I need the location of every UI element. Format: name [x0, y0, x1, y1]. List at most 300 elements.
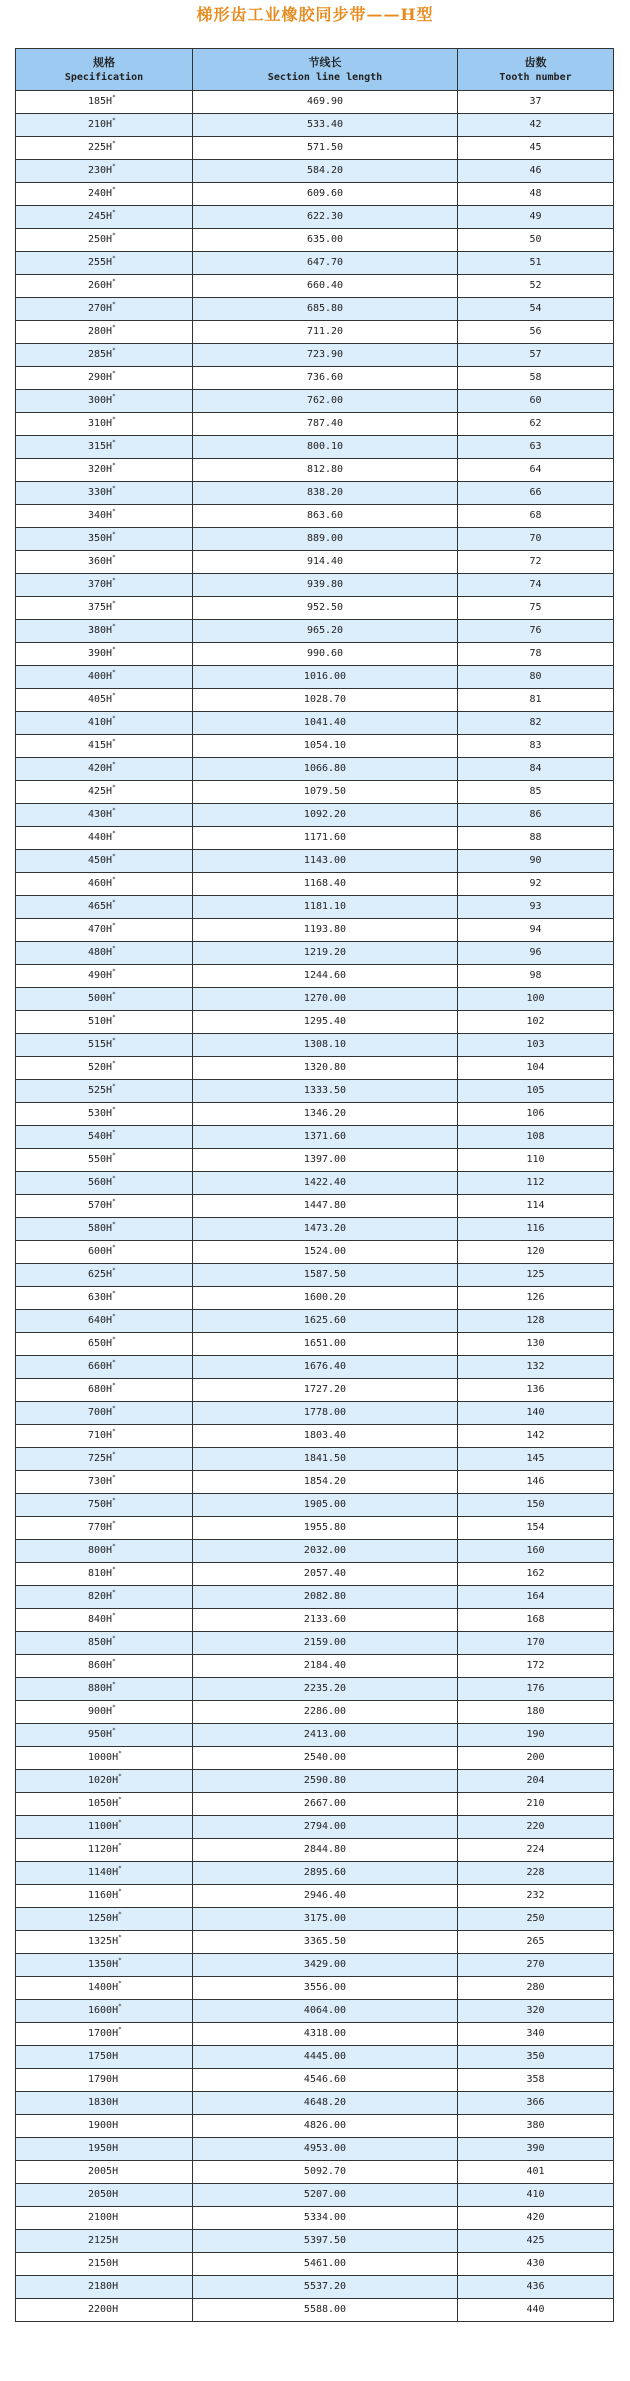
table-row — [16, 1034, 614, 1057]
length-cell: 838.20 — [193, 482, 458, 505]
spec-cell — [16, 919, 193, 942]
table-row — [16, 1701, 614, 1724]
table-row — [16, 1011, 614, 1034]
table-row — [16, 1425, 614, 1448]
spec-cell — [16, 367, 193, 390]
table-row — [16, 1264, 614, 1287]
spec-value: 280H — [88, 326, 113, 337]
spec-mark: * — [112, 876, 116, 883]
teeth-cell: 66 — [458, 482, 614, 505]
table-row — [16, 1540, 614, 1563]
spec-mark: * — [112, 1635, 116, 1642]
length-cell: 914.40 — [193, 551, 458, 574]
spec-cell — [16, 206, 193, 229]
table-row — [16, 1333, 614, 1356]
spec-value: 255H — [88, 257, 113, 268]
teeth-cell: 90 — [458, 850, 614, 873]
spec-value: 1900H — [88, 2120, 119, 2131]
length-cell: 1676.40 — [193, 1356, 458, 1379]
teeth-cell: 88 — [458, 827, 614, 850]
teeth-cell: 80 — [458, 666, 614, 689]
spec-mark: * — [112, 462, 116, 469]
spec-mark: * — [118, 1819, 122, 1826]
teeth-cell: 125 — [458, 1264, 614, 1287]
length-cell: 762.00 — [193, 390, 458, 413]
spec-cell — [16, 666, 193, 689]
spec-cell — [16, 1724, 193, 1747]
table-row — [16, 114, 614, 137]
spec-cell — [16, 551, 193, 574]
spec-value: 1000H — [88, 1752, 119, 1763]
spec-cell — [16, 252, 193, 275]
spec-value: 550H — [88, 1154, 113, 1165]
spec-mark: * — [112, 1014, 116, 1021]
teeth-cell: 68 — [458, 505, 614, 528]
spec-mark: * — [118, 1888, 122, 1895]
table-row — [16, 482, 614, 505]
spec-cell — [16, 1333, 193, 1356]
spec-cell — [16, 2023, 193, 2046]
length-cell: 2235.20 — [193, 1678, 458, 1701]
spec-mark: * — [112, 899, 116, 906]
spec-cell — [16, 712, 193, 735]
length-cell: 5588.00 — [193, 2299, 458, 2322]
teeth-cell: 42 — [458, 114, 614, 137]
table-row — [16, 758, 614, 781]
table-row — [16, 1172, 614, 1195]
table-row — [16, 1724, 614, 1747]
spec-cell — [16, 91, 193, 114]
table-row — [16, 1678, 614, 1701]
spec-cell — [16, 1701, 193, 1724]
table-row — [16, 413, 614, 436]
teeth-cell: 168 — [458, 1609, 614, 1632]
spec-value: 330H — [88, 487, 113, 498]
teeth-cell: 436 — [458, 2276, 614, 2299]
spec-value: 1350H — [88, 1959, 119, 1970]
length-cell: 711.20 — [193, 321, 458, 344]
teeth-cell: 110 — [458, 1149, 614, 1172]
header-specification-en: Specification — [64, 71, 144, 83]
teeth-cell: 380 — [458, 2115, 614, 2138]
teeth-cell: 105 — [458, 1080, 614, 1103]
length-cell: 1841.50 — [193, 1448, 458, 1471]
spec-value: 850H — [88, 1637, 113, 1648]
teeth-cell: 146 — [458, 1471, 614, 1494]
table-row — [16, 1862, 614, 1885]
length-cell: 2184.40 — [193, 1655, 458, 1678]
spec-mark: * — [112, 347, 116, 354]
spec-mark: * — [112, 1221, 116, 1228]
teeth-cell: 430 — [458, 2253, 614, 2276]
length-cell: 5397.50 — [193, 2230, 458, 2253]
table-row — [16, 827, 614, 850]
spec-value: 380H — [88, 625, 113, 636]
table-row — [16, 2184, 614, 2207]
table-row — [16, 2092, 614, 2115]
length-cell: 2590.80 — [193, 1770, 458, 1793]
teeth-cell: 340 — [458, 2023, 614, 2046]
table-row — [16, 1379, 614, 1402]
spec-cell — [16, 896, 193, 919]
spec-value: 400H — [88, 671, 113, 682]
length-cell: 1778.00 — [193, 1402, 458, 1425]
spec-mark: * — [112, 485, 116, 492]
length-cell: 1270.00 — [193, 988, 458, 1011]
length-cell: 5334.00 — [193, 2207, 458, 2230]
teeth-cell: 410 — [458, 2184, 614, 2207]
spec-mark: * — [112, 623, 116, 630]
spec-cell — [16, 2184, 193, 2207]
spec-cell — [16, 1149, 193, 1172]
length-cell: 736.60 — [193, 367, 458, 390]
length-cell: 1181.10 — [193, 896, 458, 919]
length-cell: 1308.10 — [193, 1034, 458, 1057]
spec-mark: * — [118, 1796, 122, 1803]
table-row — [16, 896, 614, 919]
spec-value: 1600H — [88, 2005, 119, 2016]
length-cell: 3365.50 — [193, 1931, 458, 1954]
table-row — [16, 1908, 614, 1931]
length-cell: 952.50 — [193, 597, 458, 620]
teeth-cell: 98 — [458, 965, 614, 988]
spec-value: 1830H — [88, 2097, 119, 2108]
spec-cell — [16, 321, 193, 344]
spec-value: 490H — [88, 970, 113, 981]
table-row — [16, 2253, 614, 2276]
length-cell: 1333.50 — [193, 1080, 458, 1103]
spec-cell — [16, 2092, 193, 2115]
spec-mark: * — [112, 1727, 116, 1734]
teeth-cell: 63 — [458, 436, 614, 459]
length-cell: 2895.60 — [193, 1862, 458, 1885]
length-cell: 1092.20 — [193, 804, 458, 827]
length-cell: 609.60 — [193, 183, 458, 206]
table-row — [16, 321, 614, 344]
spec-mark: * — [112, 301, 116, 308]
table-row — [16, 1310, 614, 1333]
spec-mark: * — [112, 738, 116, 745]
length-cell: 1803.40 — [193, 1425, 458, 1448]
spec-value: 1020H — [88, 1775, 119, 1786]
table-row — [16, 873, 614, 896]
spec-value: 290H — [88, 372, 113, 383]
teeth-cell: 75 — [458, 597, 614, 620]
spec-mark: * — [112, 1681, 116, 1688]
spec-value: 360H — [88, 556, 113, 567]
length-cell: 1171.60 — [193, 827, 458, 850]
length-cell: 660.40 — [193, 275, 458, 298]
spec-cell — [16, 2000, 193, 2023]
length-cell: 1905.00 — [193, 1494, 458, 1517]
length-cell: 5537.20 — [193, 2276, 458, 2299]
spec-value: 315H — [88, 441, 113, 452]
spec-cell — [16, 137, 193, 160]
table-row — [16, 1494, 614, 1517]
spec-cell — [16, 1448, 193, 1471]
teeth-cell: 83 — [458, 735, 614, 758]
teeth-cell: 48 — [458, 183, 614, 206]
table-row — [16, 1195, 614, 1218]
table-row — [16, 436, 614, 459]
table-row — [16, 1747, 614, 1770]
spec-cell — [16, 1517, 193, 1540]
spec-cell — [16, 758, 193, 781]
spec-cell — [16, 344, 193, 367]
spec-cell — [16, 2115, 193, 2138]
table-row — [16, 597, 614, 620]
spec-mark: * — [112, 1658, 116, 1665]
spec-cell — [16, 1264, 193, 1287]
teeth-cell: 94 — [458, 919, 614, 942]
table-row — [16, 1885, 614, 1908]
spec-value: 500H — [88, 993, 113, 1004]
teeth-cell: 102 — [458, 1011, 614, 1034]
teeth-cell: 128 — [458, 1310, 614, 1333]
spec-value: 1100H — [88, 1821, 119, 1832]
spec-mark: * — [112, 140, 116, 147]
length-cell: 4064.00 — [193, 2000, 458, 2023]
table-row — [16, 505, 614, 528]
teeth-cell: 86 — [458, 804, 614, 827]
teeth-cell: 358 — [458, 2069, 614, 2092]
spec-mark: * — [112, 1359, 116, 1366]
length-cell: 965.20 — [193, 620, 458, 643]
spec-cell — [16, 850, 193, 873]
teeth-cell: 265 — [458, 1931, 614, 1954]
length-cell: 4826.00 — [193, 2115, 458, 2138]
spec-mark: * — [118, 1934, 122, 1941]
length-cell: 1066.80 — [193, 758, 458, 781]
spec-value: 300H — [88, 395, 113, 406]
teeth-cell: 210 — [458, 1793, 614, 1816]
table-header — [16, 49, 614, 91]
table-row — [16, 1080, 614, 1103]
teeth-cell: 172 — [458, 1655, 614, 1678]
table-row — [16, 1448, 614, 1471]
spec-value: 430H — [88, 809, 113, 820]
spec-value: 840H — [88, 1614, 113, 1625]
header-specification-cn: 规格 — [93, 55, 115, 69]
table-row — [16, 1356, 614, 1379]
teeth-cell: 170 — [458, 1632, 614, 1655]
table-row — [16, 1632, 614, 1655]
spec-mark: * — [112, 186, 116, 193]
length-cell: 800.10 — [193, 436, 458, 459]
spec-value: 950H — [88, 1729, 113, 1740]
table-row — [16, 1563, 614, 1586]
spec-cell — [16, 1586, 193, 1609]
spec-value: 460H — [88, 878, 113, 889]
length-cell: 1295.40 — [193, 1011, 458, 1034]
length-cell: 1397.00 — [193, 1149, 458, 1172]
spec-mark: * — [112, 1566, 116, 1573]
table-row — [16, 206, 614, 229]
length-cell: 2159.00 — [193, 1632, 458, 1655]
spec-mark: * — [112, 1704, 116, 1711]
teeth-cell: 390 — [458, 2138, 614, 2161]
table-row — [16, 298, 614, 321]
spec-mark: * — [112, 1612, 116, 1619]
teeth-cell: 52 — [458, 275, 614, 298]
spec-cell — [16, 436, 193, 459]
spec-cell — [16, 1908, 193, 1931]
spec-mark: * — [112, 255, 116, 262]
spec-mark: * — [118, 1750, 122, 1757]
length-cell: 1041.40 — [193, 712, 458, 735]
spec-value: 375H — [88, 602, 113, 613]
spec-value: 810H — [88, 1568, 113, 1579]
length-cell: 584.20 — [193, 160, 458, 183]
spec-mark: * — [118, 1980, 122, 1987]
spec-value: 1250H — [88, 1913, 119, 1924]
teeth-cell: 425 — [458, 2230, 614, 2253]
spec-value: 860H — [88, 1660, 113, 1671]
table-row — [16, 2069, 614, 2092]
table-row — [16, 229, 614, 252]
spec-value: 710H — [88, 1430, 113, 1441]
spec-mark: * — [112, 278, 116, 285]
teeth-cell: 440 — [458, 2299, 614, 2322]
table-row — [16, 137, 614, 160]
table-row — [16, 160, 614, 183]
length-cell: 1447.80 — [193, 1195, 458, 1218]
teeth-cell: 112 — [458, 1172, 614, 1195]
teeth-cell: 37 — [458, 91, 614, 114]
spec-value: 320H — [88, 464, 113, 475]
length-cell: 1320.80 — [193, 1057, 458, 1080]
spec-mark: * — [112, 922, 116, 929]
header-tooth-number-en: Tooth number — [499, 71, 572, 83]
spec-mark: * — [112, 1451, 116, 1458]
table-row — [16, 1471, 614, 1494]
length-cell: 2082.80 — [193, 1586, 458, 1609]
teeth-cell: 51 — [458, 252, 614, 275]
spec-cell — [16, 1839, 193, 1862]
spec-cell — [16, 1770, 193, 1793]
spec-cell — [16, 1080, 193, 1103]
spec-value: 270H — [88, 303, 113, 314]
teeth-cell: 72 — [458, 551, 614, 574]
spec-cell — [16, 965, 193, 988]
length-cell: 3429.00 — [193, 1954, 458, 1977]
spec-cell — [16, 1862, 193, 1885]
spec-mark: * — [118, 1911, 122, 1918]
length-cell: 1168.40 — [193, 873, 458, 896]
header-section-length-en: Section line length — [267, 71, 383, 83]
spec-mark: * — [112, 393, 116, 400]
spec-cell — [16, 275, 193, 298]
teeth-cell: 200 — [458, 1747, 614, 1770]
table-row — [16, 252, 614, 275]
spec-cell — [16, 1632, 193, 1655]
teeth-cell: 100 — [458, 988, 614, 1011]
spec-value: 1325H — [88, 1936, 119, 1947]
spec-mark: * — [112, 1382, 116, 1389]
length-cell: 5092.70 — [193, 2161, 458, 2184]
teeth-cell: 154 — [458, 1517, 614, 1540]
spec-value: 230H — [88, 165, 113, 176]
teeth-cell: 204 — [458, 1770, 614, 1793]
spec-cell — [16, 1793, 193, 1816]
spec-mark: * — [112, 1175, 116, 1182]
length-cell: 787.40 — [193, 413, 458, 436]
spec-mark: * — [112, 324, 116, 331]
spec-mark: * — [112, 1244, 116, 1251]
length-cell: 1727.20 — [193, 1379, 458, 1402]
length-cell: 1346.20 — [193, 1103, 458, 1126]
spec-value: 185H — [88, 96, 113, 107]
spec-cell — [16, 2207, 193, 2230]
length-cell: 1473.20 — [193, 1218, 458, 1241]
table-row — [16, 781, 614, 804]
table-row — [16, 942, 614, 965]
spec-value: 405H — [88, 694, 113, 705]
length-cell: 685.80 — [193, 298, 458, 321]
length-cell: 1625.60 — [193, 1310, 458, 1333]
length-cell: 1371.60 — [193, 1126, 458, 1149]
teeth-cell: 45 — [458, 137, 614, 160]
teeth-cell: 180 — [458, 1701, 614, 1724]
length-cell: 3175.00 — [193, 1908, 458, 1931]
spec-value: 425H — [88, 786, 113, 797]
header-tooth-number-cn: 齿数 — [524, 55, 547, 69]
length-cell: 571.50 — [193, 137, 458, 160]
table-row — [16, 1839, 614, 1862]
table-row — [16, 1241, 614, 1264]
spec-cell — [16, 873, 193, 896]
teeth-cell: 81 — [458, 689, 614, 712]
teeth-cell: 114 — [458, 1195, 614, 1218]
table-row — [16, 666, 614, 689]
spec-value: 515H — [88, 1039, 113, 1050]
teeth-cell: 96 — [458, 942, 614, 965]
length-cell: 1587.50 — [193, 1264, 458, 1287]
length-cell: 1244.60 — [193, 965, 458, 988]
spec-value: 580H — [88, 1223, 113, 1234]
table-row — [16, 850, 614, 873]
table-body — [16, 91, 614, 2322]
teeth-cell: 420 — [458, 2207, 614, 2230]
teeth-cell: 93 — [458, 896, 614, 919]
spec-mark: * — [118, 2003, 122, 2010]
spec-value: 410H — [88, 717, 113, 728]
length-cell: 2946.40 — [193, 1885, 458, 1908]
length-cell: 4445.00 — [193, 2046, 458, 2069]
spec-mark: * — [112, 1267, 116, 1274]
spec-value: 530H — [88, 1108, 113, 1119]
spec-value: 660H — [88, 1361, 113, 1372]
spec-mark: * — [112, 1497, 116, 1504]
length-cell: 1854.20 — [193, 1471, 458, 1494]
spec-mark: * — [112, 945, 116, 952]
header-specification — [16, 49, 193, 91]
spec-cell — [16, 1747, 193, 1770]
length-cell: 2413.00 — [193, 1724, 458, 1747]
spec-value: 1400H — [88, 1982, 119, 1993]
table-row — [16, 91, 614, 114]
spec-value: 540H — [88, 1131, 113, 1142]
spec-cell — [16, 2161, 193, 2184]
teeth-cell: 228 — [458, 1862, 614, 1885]
spec-mark: * — [112, 117, 116, 124]
spec-value: 470H — [88, 924, 113, 935]
spec-cell — [16, 183, 193, 206]
teeth-cell: 160 — [458, 1540, 614, 1563]
teeth-cell: 350 — [458, 2046, 614, 2069]
spec-value: 600H — [88, 1246, 113, 1257]
teeth-cell: 58 — [458, 367, 614, 390]
